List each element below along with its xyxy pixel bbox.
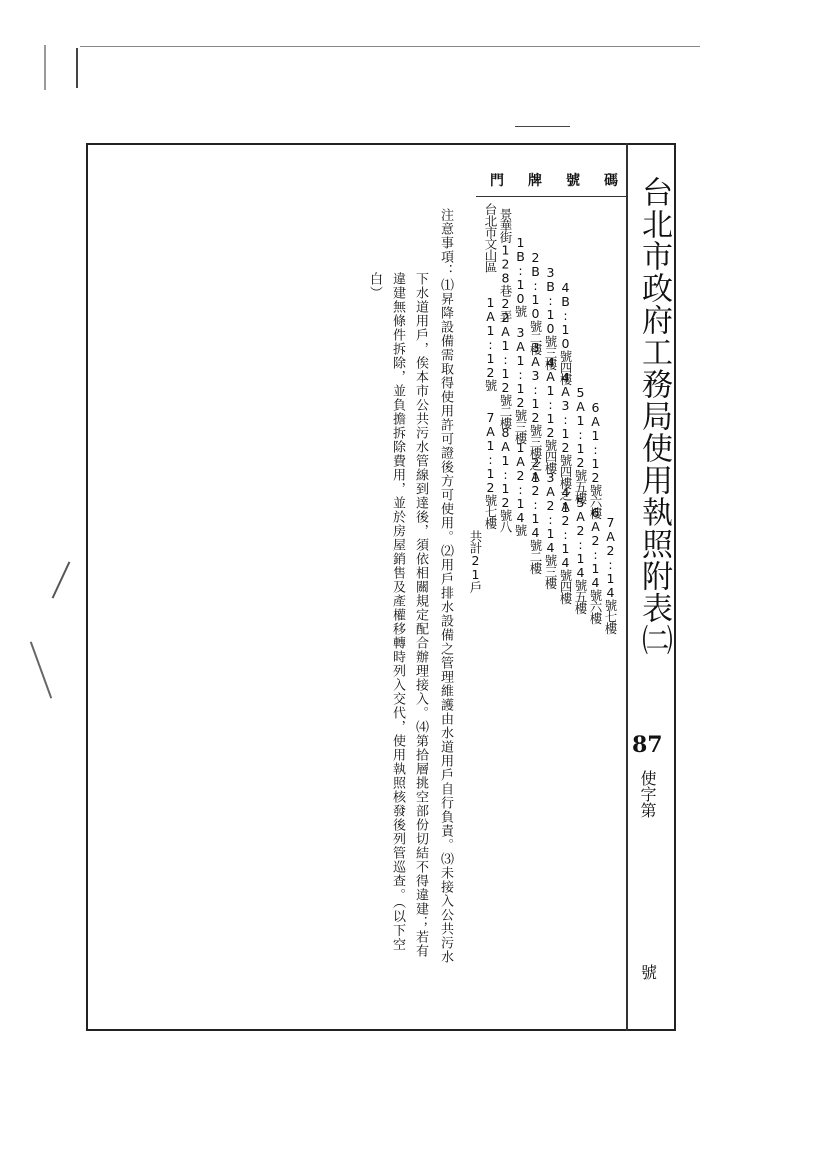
address-line: 3A1:12號三樓 xyxy=(513,325,528,444)
header-rule xyxy=(476,196,626,197)
header-char-2: 牌 xyxy=(528,173,544,189)
address-line: 7A1:12號七樓 xyxy=(483,410,498,529)
scan-mark-top-line xyxy=(80,46,700,47)
address-line: 景華街128巷2弄 xyxy=(498,208,513,322)
address-line: 2A1:12號二樓 xyxy=(498,310,513,429)
address-line: 4A3:12號四樓之1 xyxy=(558,370,573,514)
address-line: 1B:10號 xyxy=(513,235,528,317)
address-line: 2B:10號二樓 xyxy=(528,250,543,355)
address-line: 4A1:12號四樓 xyxy=(543,355,558,474)
address-line: 5A1:12號五樓 xyxy=(573,385,588,504)
address-line: 6A1:12號六樓 xyxy=(588,400,603,519)
title-divider xyxy=(626,143,628,1031)
address-line: 4B:10號四樓 xyxy=(558,280,573,385)
address-line: 3A3:12號三樓之1 xyxy=(528,340,543,484)
address-line: 6A2:14號六樓 xyxy=(588,505,603,624)
scan-mark-left-2 xyxy=(30,641,52,698)
address-line: 2A2:14號二樓 xyxy=(528,455,543,574)
address-line: 8A1:12號八 xyxy=(498,425,513,532)
permit-prefix: 使字第 xyxy=(638,770,657,818)
notes-line: 違建無條件拆除，並負擔拆除費用，並於房屋銷售及產權移轉時列入交代，使用執照核發後列管巡查。（以下空 xyxy=(390,272,405,952)
permit-suffix: 號 xyxy=(641,963,658,982)
house-number-header xyxy=(490,170,620,190)
permit-year: 87 xyxy=(632,732,663,758)
header-char-3: 號 xyxy=(566,173,582,189)
address-line: 5A2:14號五樓 xyxy=(573,495,588,614)
header-char-1: 門 xyxy=(490,173,506,189)
scan-mark-left-1 xyxy=(44,45,46,90)
notes-line: 白） xyxy=(367,272,382,300)
address-line: 1A2:14號 xyxy=(513,440,528,536)
scan-mark-top-dash xyxy=(515,126,570,127)
address-line: 共計21戶 xyxy=(468,530,483,593)
scan-mark-top-left xyxy=(76,48,78,88)
scan-mark-left-3 xyxy=(52,561,71,598)
notes-line: 注意事項：⑴昇降設備需取得使用許可證後方可使用。⑵用戶排水設備之管理維護由水道用戶自行負責。⑶未接入公共污水 xyxy=(438,208,453,964)
header-char-4: 碼 xyxy=(604,173,620,189)
address-line: 3A2:14號三樓 xyxy=(543,470,558,589)
notes-line: 下水道用戶，俟本市公共污水管線到達後，須依相關規定配合辦理接入。⑷第拾層挑空部份切結不得違建；若有 xyxy=(413,272,428,958)
address-line: 7A2:14號七樓 xyxy=(603,515,618,634)
address-line: 1A1:12號 xyxy=(483,295,498,391)
address-line: 3B:10號三樓 xyxy=(543,265,558,370)
address-line: 台北市文山區 xyxy=(483,203,498,272)
form-title: 台北市政府工務局使用執照附表㈡ xyxy=(636,176,672,656)
address-line: 4A2:14號四樓 xyxy=(558,485,573,604)
